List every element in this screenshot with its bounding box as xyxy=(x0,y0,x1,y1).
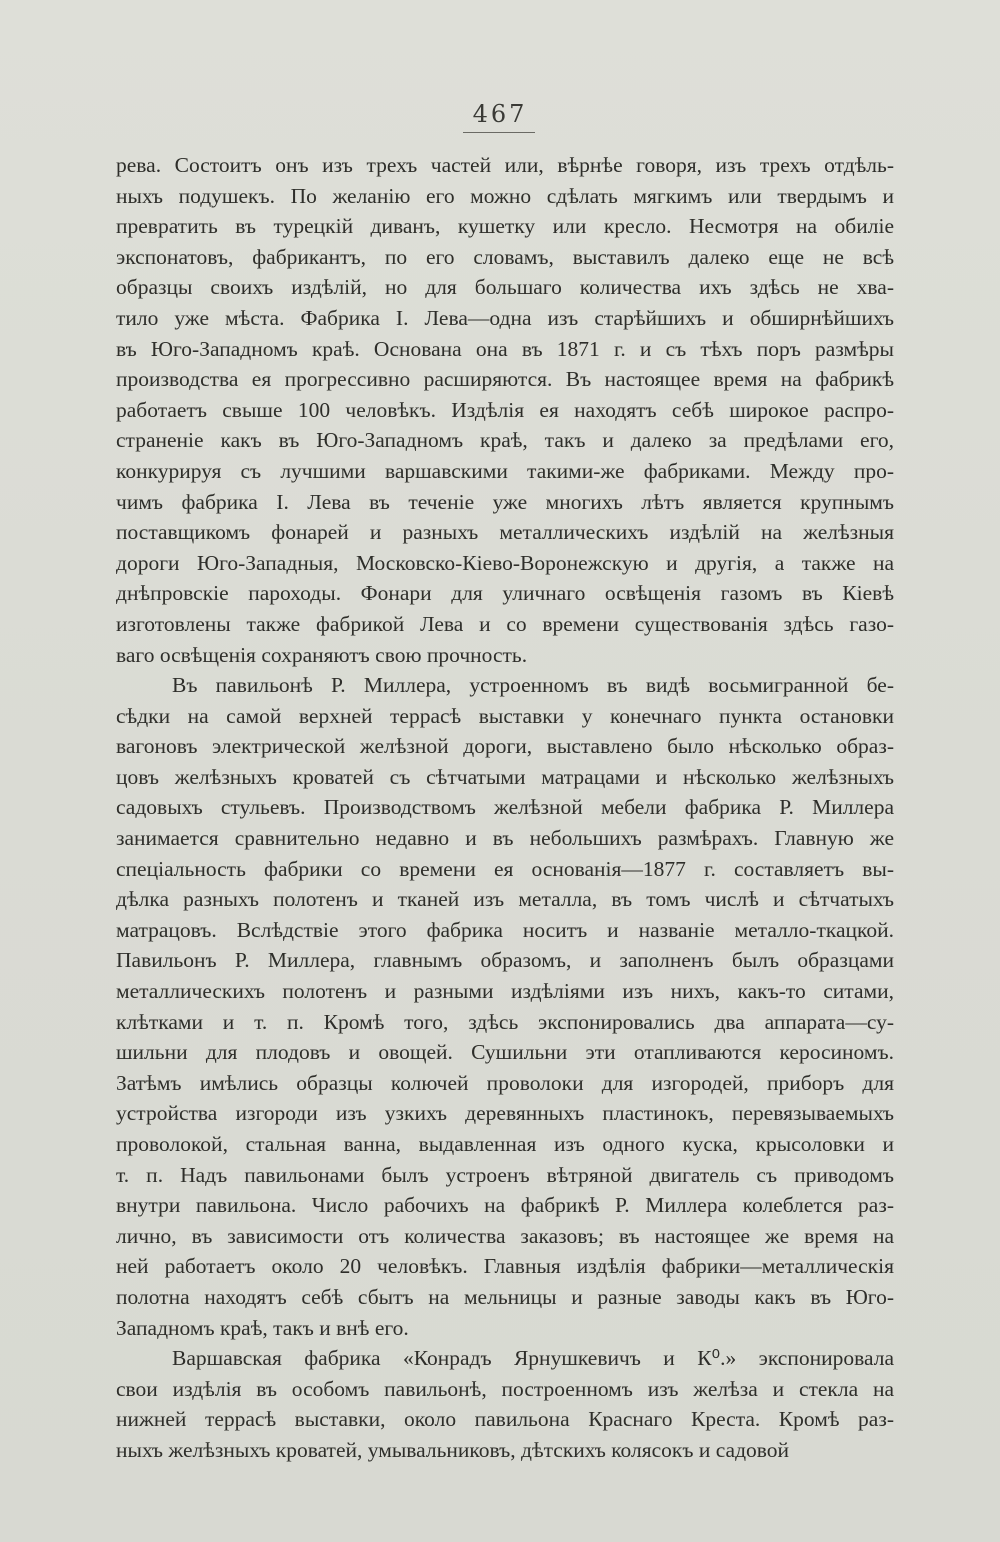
text-line: страненіе какъ въ Юго-Западномъ краѣ, такъ и далеко за предѣлами его, xyxy=(116,428,894,453)
header-rule xyxy=(463,132,535,133)
text-line: цовъ желѣзныхъ кроватей съ сѣтчатыми матрацами и нѣсколько желѣзныхъ xyxy=(116,764,894,789)
text-line: Варшавская фабрика «Конрадъ Ярнушкевичъ и К⁰.» экспонировала xyxy=(172,1346,894,1371)
text-line: лично, въ зависимости отъ количества заказовъ; въ настоящее же время на xyxy=(116,1223,894,1248)
text-line: матрацовъ. Вслѣдствіе этого фабрика носитъ и названіе металло-ткацкой. xyxy=(116,917,894,942)
text-line: проволокой, стальная ванна, выдавленная изъ одного куска, крысоловки и xyxy=(116,1132,894,1156)
text-line: клѣтками и т. п. Кромѣ того, здѣсь экспонировались два аппарата—су- xyxy=(116,1009,894,1034)
text-line: производства ея прогрессивно расширяются. Въ настоящее время на фабрикѣ xyxy=(116,367,894,392)
text-line: спеціальность фабрики со времени ея основанія—1877 г. составляетъ вы- xyxy=(116,856,894,881)
text-line: изготовлены также фабрикой Лева и со времени существованія здѣсь газо- xyxy=(116,611,894,636)
text-line: тило уже мѣста. Фабрика I. Лева—одна изъ старѣйшихъ и обширнѣйшихъ xyxy=(116,305,894,330)
text-line: сѣдки на самой верхней террасѣ выставки у конечнаго пункта остановки xyxy=(116,703,894,728)
text-line: конкурируя съ лучшими варшавскими такими-же фабриками. Между про- xyxy=(116,458,894,483)
text-line: дѣлка разныхъ полотенъ и тканей изъ металла, въ томъ числѣ и сѣтчатыхъ xyxy=(116,887,894,912)
text-line: дороги Юго-Западныя, Московско-Кіево-Воронежскую и другія, а также на xyxy=(116,550,894,575)
text-line: ней работаетъ около 20 человѣкъ. Главныя издѣлія фабрики—металлическія xyxy=(116,1254,894,1279)
body-text xyxy=(116,150,894,1466)
text-line: Затѣмъ имѣлись образцы колючей проволоки для изгородей, приборъ для xyxy=(116,1070,894,1095)
page-number: 467 xyxy=(472,100,528,128)
paragraph xyxy=(116,150,894,670)
text-line: днѣпровскіе пароходы. Фонари для уличнаго освѣщенія газомъ въ Кіевѣ xyxy=(116,581,894,606)
text-line: внутри павильона. Число рабочихъ на фабрикѣ Р. Миллера колеблется раз- xyxy=(116,1193,894,1218)
text-line: превратить въ турецкій диванъ, кушетку или кресло. Несмотря на обиліе xyxy=(116,214,894,239)
text-line: Въ павильонѣ Р. Миллера, устроенномъ въ видѣ восьмигранной бе- xyxy=(172,673,894,698)
text-line: чимъ фабрика I. Лева въ теченіе уже многихъ лѣтъ является крупнымъ xyxy=(116,489,894,514)
text-line: нижней террасѣ выставки, около павильона Краснаго Креста. Кромѣ раз- xyxy=(116,1407,894,1432)
text-line: образцы своихъ издѣлій, но для большаго количества ихъ здѣсь не хва- xyxy=(116,275,894,300)
text-line: ныхъ подушекъ. По желанію его можно сдѣлать мягкимъ или твердымъ и xyxy=(116,183,894,208)
text-line: ваго освѣщенія сохраняютъ свою прочность. xyxy=(116,642,528,667)
text-line: шильни для плодовъ и овощей. Сушильни эти отапливаются керосиномъ. xyxy=(116,1040,894,1065)
text-line: вагоновъ электрической желѣзной дороги, выставлено было нѣсколько образ- xyxy=(116,734,894,759)
text-line: Западномъ краѣ, такъ и внѣ его. xyxy=(116,1315,409,1340)
text-line: ныхъ желѣзныхъ кроватей, умывальниковъ, дѣтскихъ колясокъ и садовой xyxy=(116,1437,790,1462)
text-line: полотна находятъ себѣ сбытъ на мельницы и разные заводы какъ въ Юго- xyxy=(116,1284,894,1309)
text-line: занимается сравнительно недавно и въ небольшихъ размѣрахъ. Главную же xyxy=(116,826,894,851)
text-line: Павильонъ Р. Миллера, главнымъ образомъ, и заполненъ былъ образцами xyxy=(116,948,894,973)
text-line: работаетъ свыше 100 человѣкъ. Издѣлія ея находятъ себѣ широкое распро- xyxy=(116,397,894,422)
text-line: устройства изгороди изъ узкихъ деревянныхъ пластинокъ, перевязываемыхъ xyxy=(116,1101,894,1126)
text-line: т. п. Надъ павильонами былъ устроенъ вѣтряной двигатель съ приводомъ xyxy=(116,1162,894,1187)
text-line: экспонатовъ, фабрикантъ, по его словамъ, выставилъ далеко еще не всѣ xyxy=(116,244,894,269)
paragraph xyxy=(116,670,894,1343)
text-line: въ Юго-Западномъ краѣ. Основана она въ 1871 г. и съ тѣхъ поръ размѣры xyxy=(116,336,894,361)
text-line: рева. Состоитъ онъ изъ трехъ частей или, вѣрнѣе говоря, изъ трехъ отдѣль- xyxy=(116,153,894,177)
text-line: поставщикомъ фонарей и разныхъ металлическихъ издѣлій на желѣзныя xyxy=(116,520,894,545)
paragraph xyxy=(116,1343,894,1465)
text-line: садовыхъ стульевъ. Производствомъ желѣзной мебели фабрика Р. Миллера xyxy=(116,795,894,820)
text-line: свои издѣлія въ особомъ павильонѣ, построенномъ изъ желѣза и стекла на xyxy=(116,1376,894,1401)
text-line: металлическихъ полотенъ и разными издѣліями изъ нихъ, какъ-то ситами, xyxy=(116,979,894,1004)
